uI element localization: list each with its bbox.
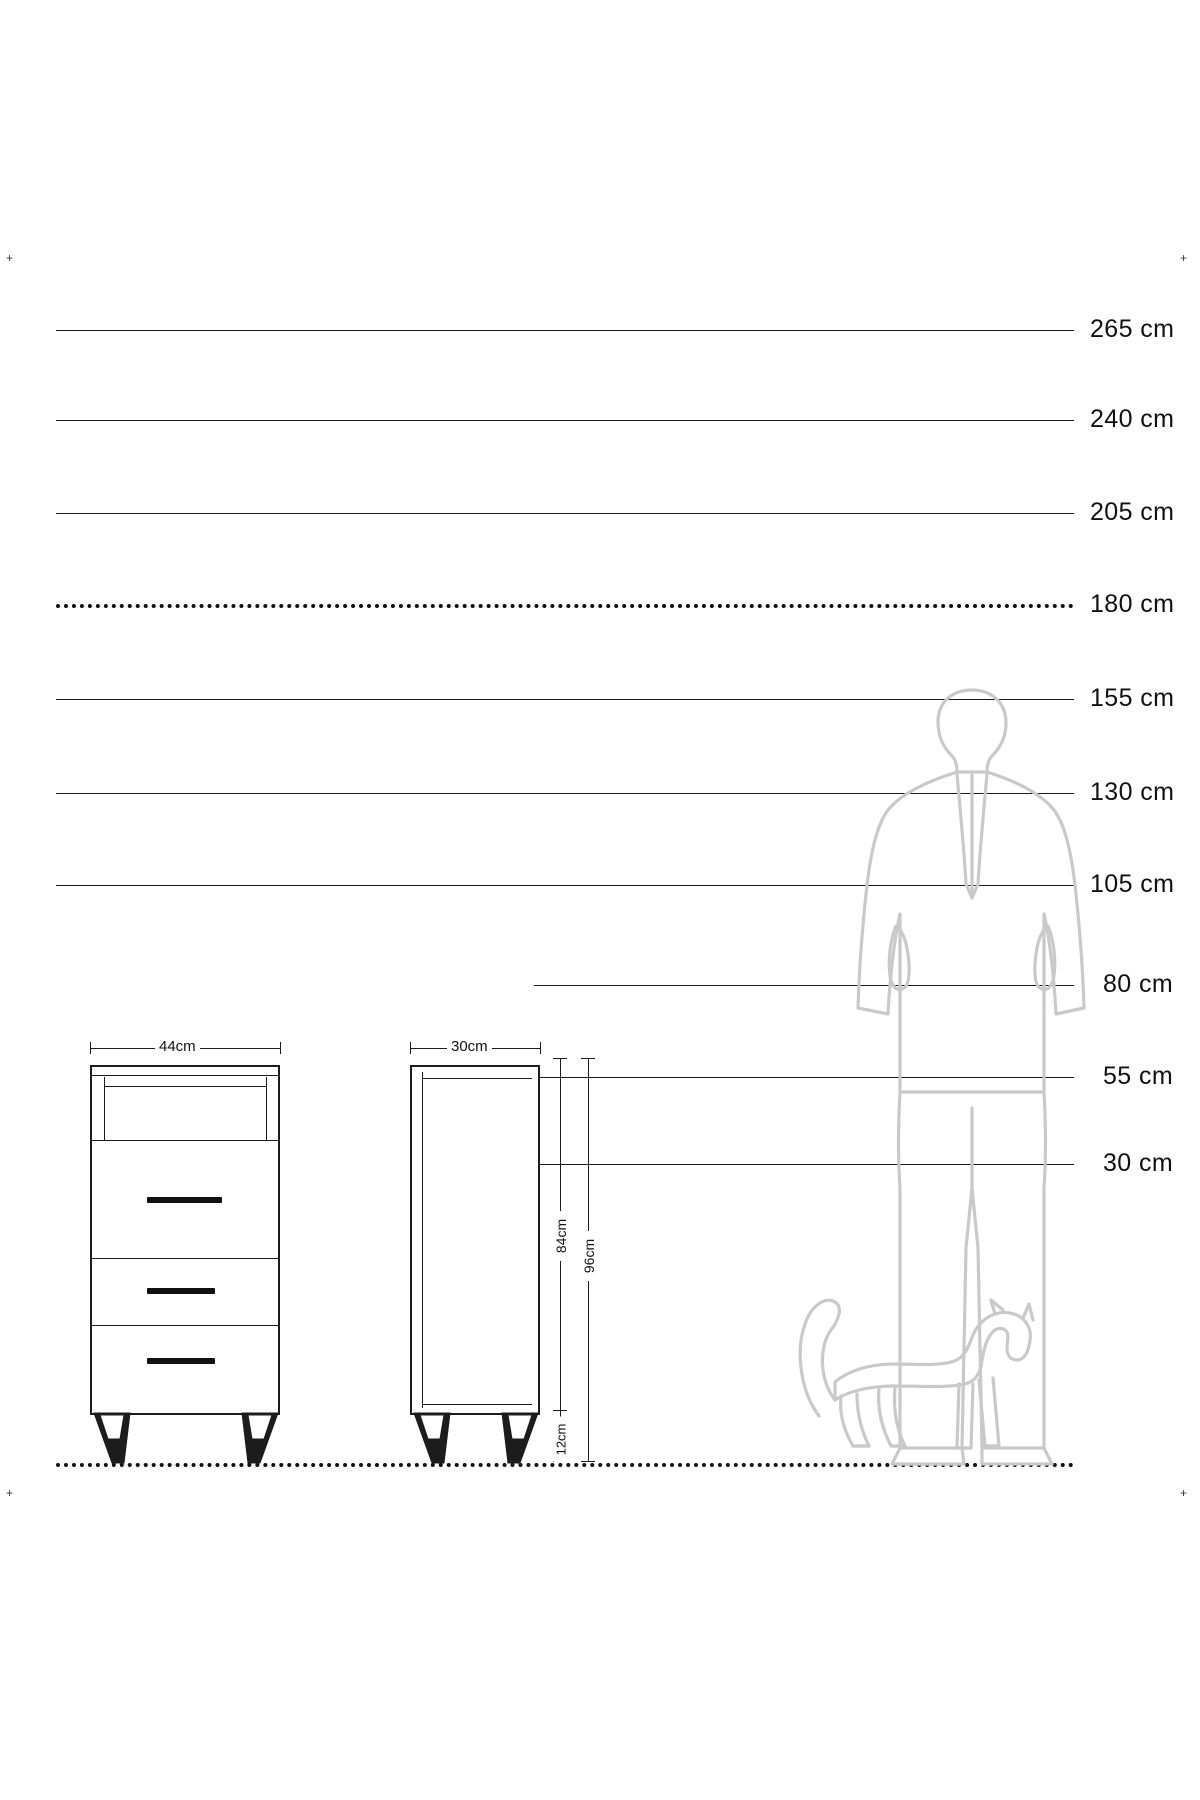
scale-label-80: 80 cm — [1103, 970, 1174, 998]
height-84-cap-top — [553, 1058, 567, 1059]
height-96-cap-top — [581, 1058, 595, 1059]
cabinet-b-width-label: 30cm — [447, 1038, 492, 1055]
corner-mark-bottom-left: + — [6, 1486, 14, 1500]
cabinet-b-legs — [410, 1413, 542, 1465]
corner-mark-top-right: + — [1180, 251, 1188, 265]
scale-label-155: 155 cm — [1090, 684, 1175, 712]
cabinet-b-width-dim-cap-left — [410, 1042, 411, 1054]
cabinet-b-width-dim-cap-right — [540, 1042, 541, 1054]
height-12-cap-top — [553, 1410, 567, 1411]
cabinet-a-width-label: 44cm — [155, 1038, 200, 1055]
height-96-label: 96cm — [581, 1231, 597, 1281]
scale-label-55: 55 cm — [1103, 1062, 1174, 1090]
scale-label-180: 180 cm — [1090, 590, 1175, 618]
corner-mark-bottom-right: + — [1180, 1486, 1188, 1500]
height-12-label: 12cm — [554, 1417, 569, 1463]
cabinet-b-top-line — [422, 1078, 532, 1079]
scale-label-205: 205 cm — [1090, 498, 1175, 526]
height-84-label: 84cm — [553, 1211, 569, 1261]
scale-label-240: 240 cm — [1090, 405, 1175, 433]
cabinet-b-bottom-line — [422, 1404, 532, 1405]
cabinet-b-body — [410, 1065, 540, 1415]
cabinet-b-door-left-line — [422, 1072, 423, 1408]
corner-mark-top-left: + — [6, 251, 14, 265]
cat-silhouette — [795, 1288, 1045, 1468]
height-96-cap-bottom — [581, 1461, 595, 1462]
scale-label-130: 130 cm — [1090, 778, 1175, 806]
scale-label-105: 105 cm — [1090, 870, 1175, 898]
scale-label-30: 30 cm — [1103, 1149, 1174, 1177]
scale-label-265: 265 cm — [1090, 315, 1175, 343]
